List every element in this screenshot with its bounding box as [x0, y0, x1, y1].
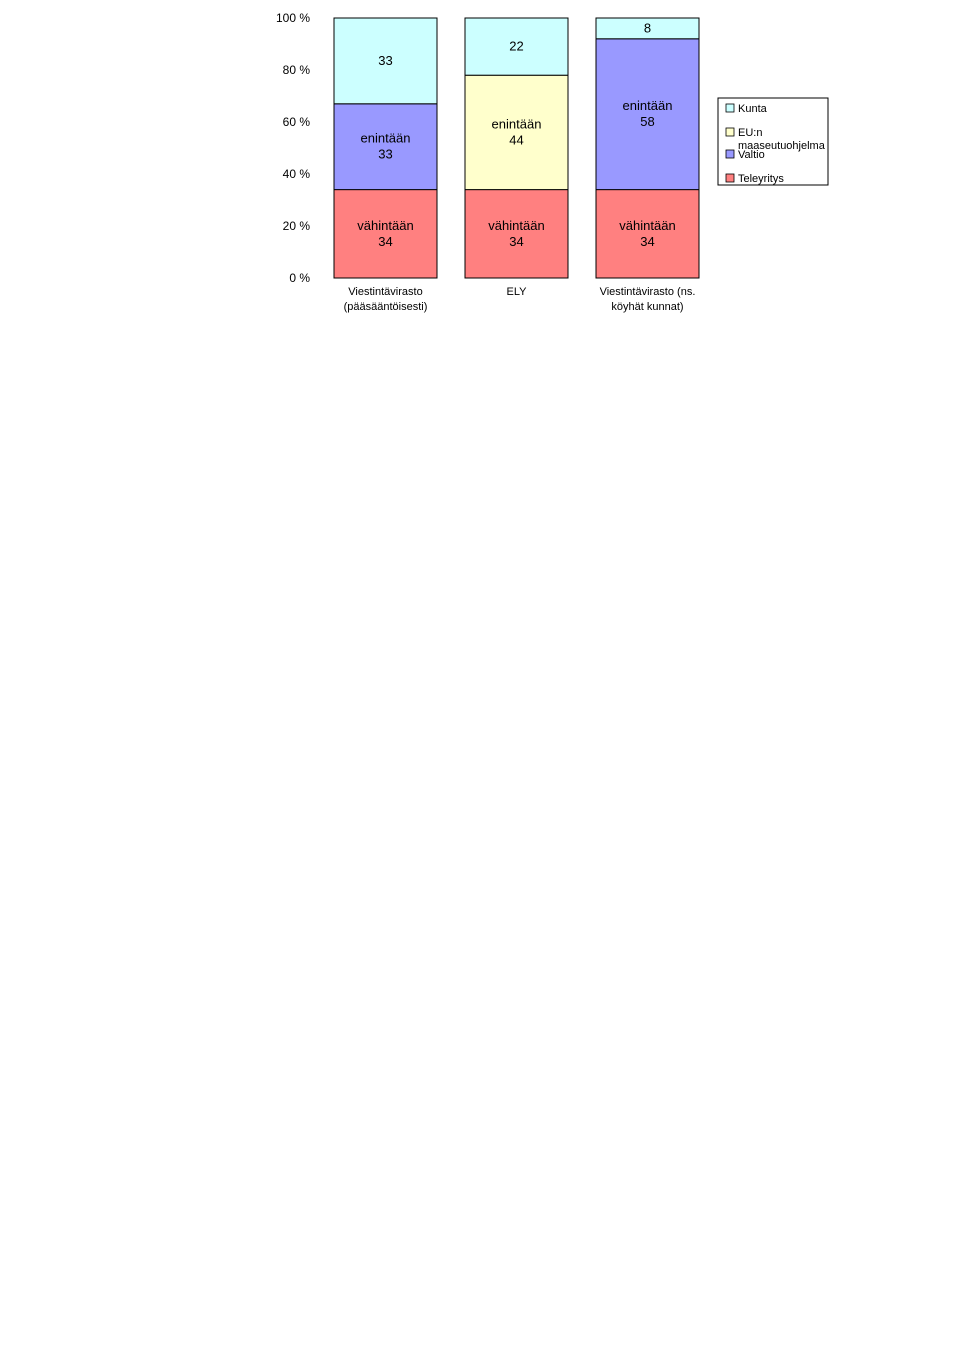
bar-value-label: 22 — [509, 38, 524, 54]
bar-value-label: vähintään 34 — [357, 217, 414, 249]
bar-value-label: vähintään 34 — [619, 217, 676, 249]
x-axis-categories — [344, 286, 696, 313]
bar-value-label: enintään 58 — [622, 98, 673, 130]
x-category-label: ELY — [506, 286, 527, 298]
bar-value-label: enintään 33 — [360, 130, 411, 162]
legend-entry: Kunta — [738, 103, 767, 115]
y-tick-label: 60 % — [282, 115, 310, 129]
y-tick-label: 0 % — [289, 271, 310, 285]
y-tick-label: 20 % — [282, 219, 310, 233]
y-axis — [276, 11, 310, 285]
legend — [718, 98, 828, 185]
funding-share-chart — [0, 0, 960, 314]
x-category-label: Viestintävirasto (pääsääntöisesti) — [343, 286, 428, 313]
x-category-label: Viestintävirasto (ns. köyhät kunnat) — [599, 286, 696, 313]
y-tick-label: 80 % — [282, 63, 310, 77]
bar-value-label: vähintään 34 — [488, 217, 545, 249]
bar-value-label: 33 — [378, 52, 393, 68]
bar-value-label: enintään 44 — [491, 116, 542, 148]
legend-entry: EU:n maaseutuohjelma — [738, 127, 825, 152]
legend-entry: Valtio — [738, 149, 765, 161]
legend-swatch — [726, 150, 734, 158]
legend-swatch — [726, 128, 734, 136]
bar-stack-group — [334, 18, 699, 278]
legend-entry: Teleyritys — [738, 173, 784, 185]
bar-value-label: 8 — [643, 20, 652, 36]
y-tick-label: 100 % — [275, 11, 310, 25]
y-tick-label: 40 % — [282, 167, 310, 181]
legend-swatch — [726, 174, 734, 182]
legend-swatch — [726, 104, 734, 112]
